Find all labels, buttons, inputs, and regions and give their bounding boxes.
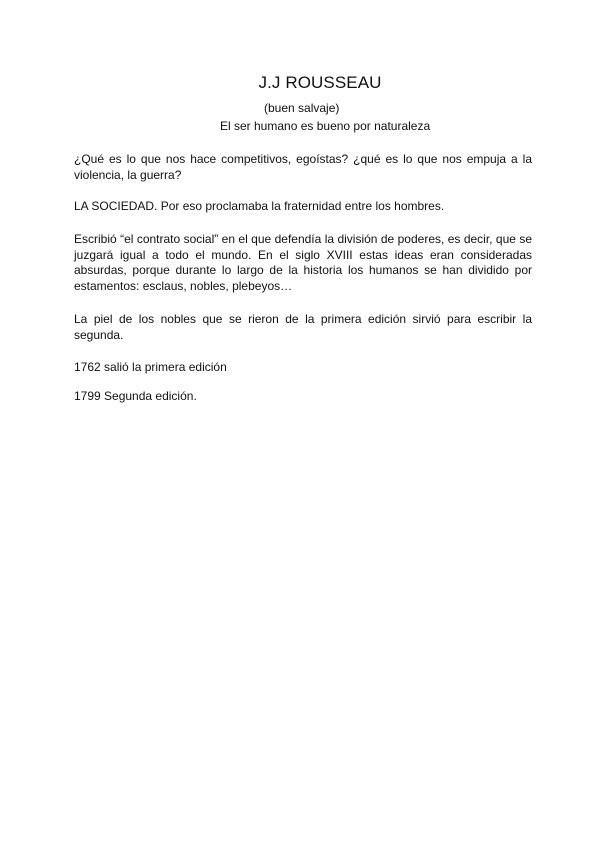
paragraph-first-edition: 1762 salió la primera edición — [74, 360, 227, 374]
paragraph-second-edition: 1799 Segunda edición. — [74, 389, 197, 403]
page-title: J.J ROUSSEAU — [258, 73, 382, 92]
subtitle: (buen salvaje) — [264, 101, 340, 115]
paragraph-nobles-skin: La piel de los nobles que se rieron de la primera edición sirvió para escribir la segunda. — [74, 312, 532, 342]
tagline: El ser humano es bueno por naturaleza — [220, 119, 431, 133]
paragraph-social-contract: Escribió “el contrato social” en el que defendía la división de poderes, es decir, que se juzgará igual a todo el mundo. En el siglo XVIII estas ideas eran consideradas absurdas, porque durante lo largo de la historia los humanos se han dividido por estamentos: esclaus, nobles, plebeyos… — [74, 232, 532, 293]
paragraph-questions: ¿Qué es lo que nos hace competitivos, egoístas? ¿qué es lo que nos empuja a la violencia, la guerra? — [74, 152, 532, 182]
paragraph-society: LA SOCIEDAD. Por eso proclamaba la fraternidad entre los hombres. — [74, 199, 445, 213]
